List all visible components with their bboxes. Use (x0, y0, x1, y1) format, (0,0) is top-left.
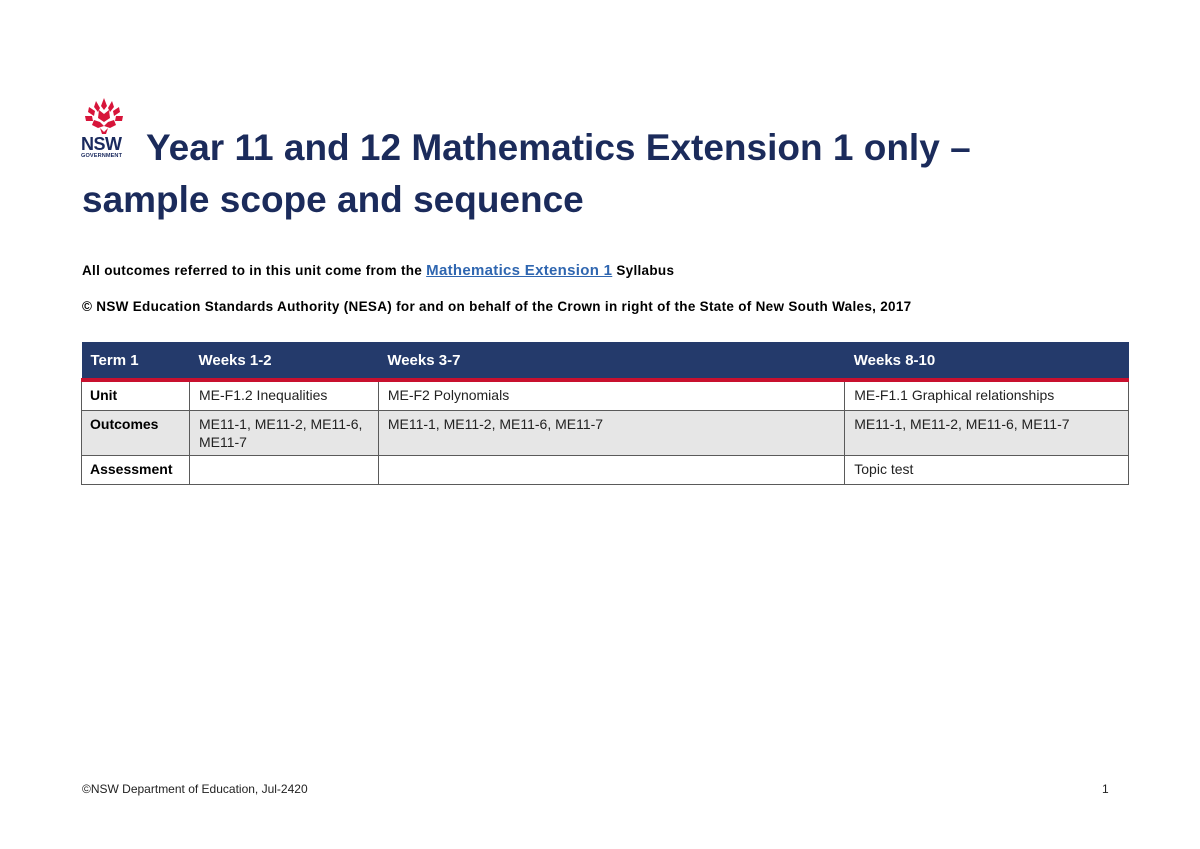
title-line-1: Year 11 and 12 Mathematics Extension 1 only – (146, 127, 971, 168)
header-weeks-1-2: Weeks 1-2 (189, 342, 378, 380)
copyright-note: © NSW Education Standards Authority (NESA) for and on behalf of the Crown in right of the State of New South Wales, 2017 (82, 299, 912, 314)
scope-sequence-table (81, 342, 1129, 485)
syllabus-link[interactable]: Mathematics Extension 1 (426, 262, 613, 279)
page-title (82, 122, 1142, 226)
title-line-2: sample scope and sequence (82, 179, 584, 220)
table-cell: ME-F1.2 Inequalities (189, 380, 378, 411)
row-label-assessment: Assessment (82, 456, 190, 485)
table-row-outcomes (82, 411, 1129, 456)
row-label-unit: Unit (82, 380, 190, 411)
footer-copyright: ©NSW Department of Education, Jul-2420 (82, 782, 308, 796)
table-cell: Topic test (845, 456, 1129, 485)
header-term: Term 1 (82, 342, 190, 380)
outcomes-prefix: All outcomes referred to in this unit come from the (82, 263, 427, 278)
table-row-assessment (82, 456, 1129, 485)
table-cell: ME11-1, ME11-2, ME11-6, ME11-7 (378, 411, 844, 456)
table-cell: ME-F1.1 Graphical relationships (845, 380, 1129, 411)
table-cell: ME-F2 Polynomials (378, 380, 844, 411)
outcomes-source-note (82, 262, 674, 279)
table-cell (189, 456, 378, 485)
outcomes-suffix: Syllabus (612, 263, 675, 278)
logo-nsw-text: NSW (81, 134, 122, 154)
row-label-outcomes: Outcomes (82, 411, 190, 456)
logo-government-text: GOVERNMENT (81, 153, 123, 159)
table-cell: ME11-1, ME11-2, ME11-6, ME11-7 (845, 411, 1129, 456)
header-weeks-8-10: Weeks 8-10 (845, 342, 1129, 380)
header-weeks-3-7: Weeks 3-7 (378, 342, 844, 380)
table-cell: ME11-1, ME11-2, ME11-6, ME11-7 (189, 411, 378, 456)
table-row-unit (82, 380, 1129, 411)
table-cell (378, 456, 844, 485)
page-number: 1 (1102, 782, 1109, 796)
table-header-row (82, 342, 1129, 380)
